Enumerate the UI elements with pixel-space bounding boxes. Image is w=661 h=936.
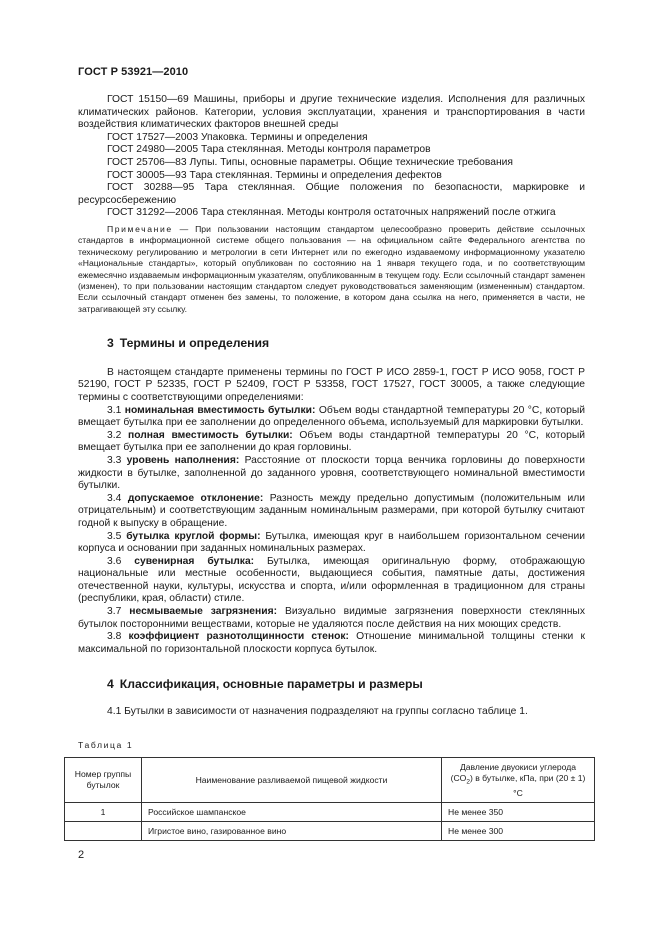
term-definition: Объем воды стандартной температуры 20 °С, который вмещает бутылка при ее заполнении до края горловины. xyxy=(78,429,585,454)
term-number: 3.4 xyxy=(107,492,122,504)
term-name: полная вместимость бутылки: xyxy=(128,429,293,441)
page-content xyxy=(74,94,586,841)
term-item xyxy=(78,631,585,656)
reference-item: ГОСТ 25706—83 Лупы. Типы, основные параметры. Общие технические требования xyxy=(107,156,513,168)
paragraph-4-1: 4.1 Бутылки в зависимости от назначения подразделяют на группы согласно таблице 1. xyxy=(107,706,528,718)
term-definition: Визуально видимые загрязнения поверхности стеклянных бутылок посторонними веществами, которые не удаляются после действия на них моющих средств. xyxy=(78,606,585,630)
term-name: коэффициент разнотолщинности стенок: xyxy=(128,631,349,643)
reference-item: ГОСТ 17527—2003 Упаковка. Термины и определения xyxy=(107,131,368,143)
table-header-row xyxy=(65,758,595,803)
groups-table xyxy=(64,757,595,841)
note-label: Примечание xyxy=(107,223,173,234)
header-co2-pressure: Давление двуокиси углерода $(CO_2)$ в бутылке, кПа, при (20 ± 1) °С xyxy=(442,758,595,803)
term-item xyxy=(78,455,585,493)
section-4-heading xyxy=(107,678,585,691)
page-number: 2 xyxy=(78,849,85,861)
header-group-number: Номер группы бутылок xyxy=(65,758,142,803)
term-item xyxy=(78,493,585,531)
term-item xyxy=(78,606,585,631)
document-header: ГОСТ Р 53921—2010 xyxy=(78,66,189,78)
term-number: 3.2 xyxy=(107,429,122,441)
term-number: 3.3 xyxy=(107,454,122,466)
term-item xyxy=(78,405,585,430)
reference-item: ГОСТ 15150—69 Машины, приборы и другие технические изделия. Исполнения для различных климатических районов. Категории, условия эксплуатации, хранения и транспортирования в части воздействия климатических факторов внешней среды xyxy=(78,94,585,131)
term-number: 3.8 xyxy=(107,631,122,643)
section-number: 3 xyxy=(107,336,114,351)
section-title: Термины и определения xyxy=(119,336,270,351)
table-row xyxy=(65,803,595,822)
term-name: бутылка круглой формы: xyxy=(126,530,261,542)
term-definition: Разность между предельно допустимым (положительным или отрицательным) и соответствующим заданным номинальным размерами, при которой бутылку считают годной к выпуску в обращение. xyxy=(78,492,585,529)
term-definition: Бутылка, имеющая круг в наибольшем горизонтальном сечении корпуса и основании при заданных номинальных размерах. xyxy=(78,530,585,555)
term-definition: Объем воды стандартной температуры 20 °С, который вмещает бутылка при ее заполнении до определенного объема, используемый для маркировки бутылки. xyxy=(78,404,585,429)
term-number: 3.1 xyxy=(107,404,122,416)
term-definition: Бутылка, имеющая оригинальную форму, отображающую национальные или местные особенности, выдающиеся события, памятные даты, достижения отечественной науки, культуры, искусства и спорта, и/или оформленная в традиционном для страны (республики, края, области) стиле. xyxy=(78,555,585,605)
note-paragraph xyxy=(78,224,585,315)
reference-item: ГОСТ 30288—95 Тара стеклянная. Общие положения по безопасности, маркировке и ресурсосбережению xyxy=(78,182,585,206)
table-row xyxy=(65,822,595,841)
cell-pressure: Не менее 300 xyxy=(442,822,595,841)
term-name: уровень наполнения: xyxy=(126,454,240,466)
terms-list xyxy=(78,405,585,657)
section-3-heading xyxy=(107,337,585,350)
term-number: 3.7 xyxy=(107,606,122,618)
reference-item: ГОСТ 30005—93 Тара стеклянная. Термины и определения дефектов xyxy=(107,169,442,181)
header-liquid-name: Наименование разливаемой пищевой жидкости xyxy=(142,758,442,803)
table-caption: Таблица 1 xyxy=(78,739,134,750)
cell-liquid: Игристое вино, газированное вино xyxy=(142,822,442,841)
reference-item: ГОСТ 31292—2006 Тара стеклянная. Методы контроля остаточных напряжений после отжига xyxy=(107,207,556,219)
term-name: номинальная вместимость бутылки: xyxy=(124,404,316,416)
term-name: допускаемое отклонение: xyxy=(127,492,264,504)
section-number: 4 xyxy=(107,677,114,692)
term-item xyxy=(78,430,585,455)
term-number: 3.5 xyxy=(107,530,122,542)
term-number: 3.6 xyxy=(107,555,122,567)
term-name: сувенирная бутылка: xyxy=(134,555,255,567)
cell-group xyxy=(65,822,142,841)
term-definition: Отношение минимальной толщины стенки к максимальной по горизонтальной плоскости корпуса бутылок. xyxy=(78,631,585,655)
section-3-intro: В настоящем стандарте применены термины по ГОСТ Р ИСО 2859-1, ГОСТ Р ИСО 9058, ГОСТ Р 52190, ГОСТ Р 52335, ГОСТ Р 52409, ГОСТ Р 53358, ГОСТ 17527, ГОСТ 30005, а также следующие термины с соответствующими определениями: xyxy=(78,366,585,403)
term-item xyxy=(78,531,585,556)
section-title: Классификация, основные параметры и размеры xyxy=(119,677,423,692)
term-name: несмываемые загрязнения: xyxy=(129,606,278,618)
references-list xyxy=(78,94,585,220)
term-item xyxy=(78,556,585,606)
reference-item: ГОСТ 24980—2005 Тара стеклянная. Методы контроля параметров xyxy=(107,144,431,156)
note-text: — При пользовании настоящим стандартом целесообразно проверить действие ссылочных стандартов в информационной системе общего пользования — на официальном сайте Федерального агентства по техническому регулированию и метрологии в сети Интернет или по ежегодно издаваемому информационному указателю «Национальные стандарты», который опубликован по состоянию на 1 января текущего года, и по соответствующим ежемесячно издаваемым информационным указателям, опубликованным в текущем году. Если ссылочный стандарт заменен (изменен), то при пользовании настоящим стандартом следует руководствоваться заменяющим (измененным) стандартом. Если ссылочный стандарт отменен без замены, то положение, в котором дана ссылка на него, применяется в части, не затрагивающей эту ссылку. xyxy=(78,223,585,314)
cell-pressure: Не менее 350 xyxy=(442,803,595,822)
term-definition: Расстояние от плоскости торца венчика горловины до поверхности жидкости в бутылке, заполненной до заданного уровня, соответствующего номинальной вместимости бутылки. xyxy=(78,454,585,492)
cell-liquid: Российское шампанское xyxy=(142,803,442,822)
cell-group: 1 xyxy=(65,803,142,822)
